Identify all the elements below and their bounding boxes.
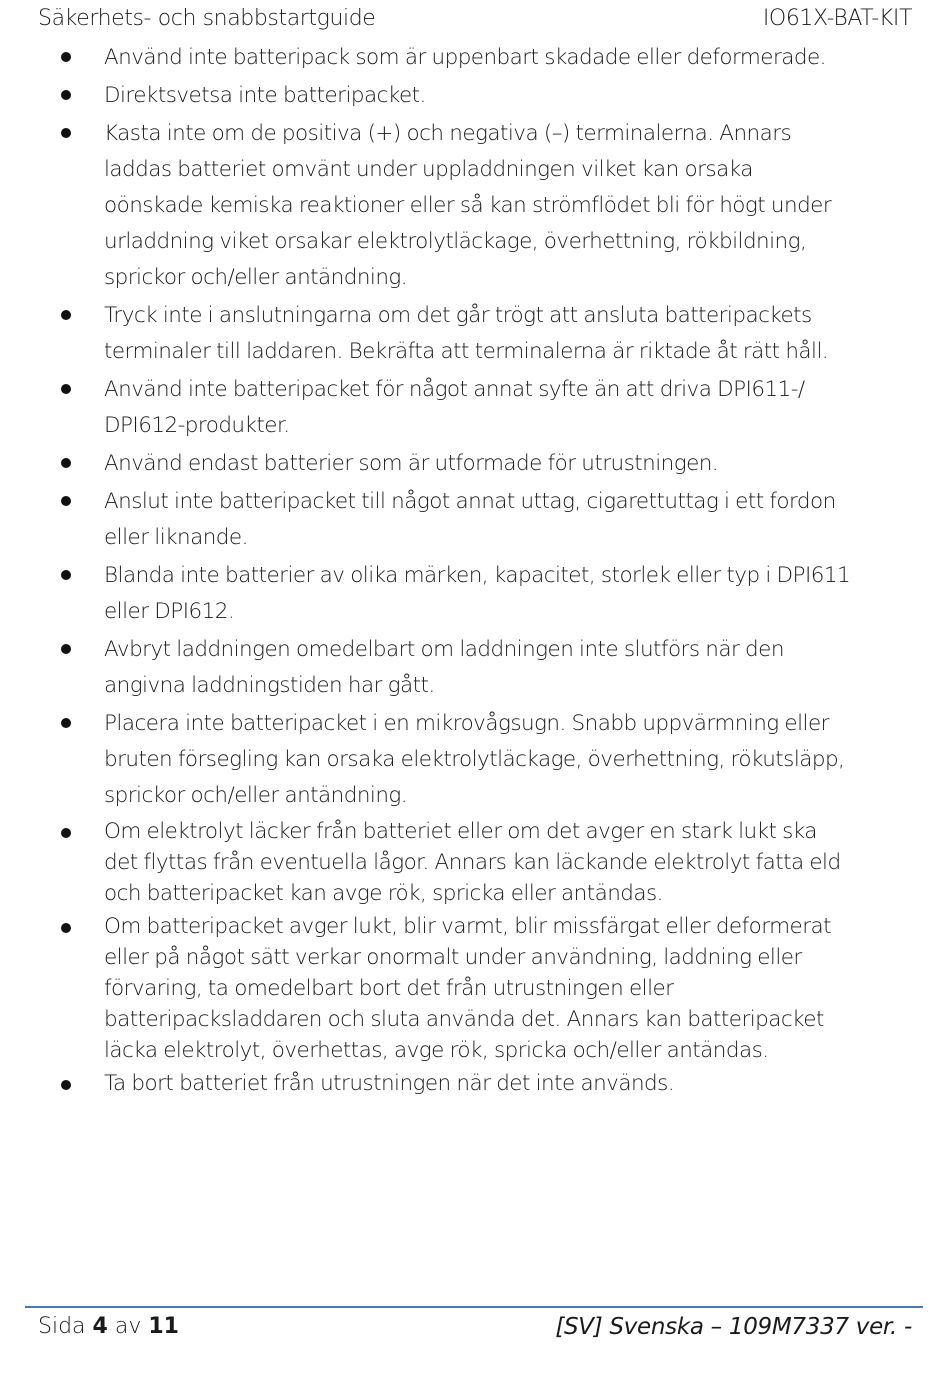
bullet-icon	[61, 644, 71, 654]
list-item-text: Använd inte batteripack som är uppenbart skadade eller deformerade.	[104, 45, 826, 70]
document-title: Säkerhets- och snabbstartguide	[38, 6, 376, 31]
list-item-text: Placera inte batteripacket i en mikrovågsugn. Snabb uppvärmning eller bruten försegling kan orsaka elektrolytläckage, överhettning, rökutsläpp, sprickor och/eller antändning.	[104, 711, 845, 808]
bullet-icon	[61, 570, 71, 580]
list-item-text: Direktsvetsa inte batteripacket.	[104, 83, 426, 108]
page-number	[38, 1314, 179, 1339]
bullet-icon	[61, 458, 71, 468]
list-item	[58, 446, 918, 482]
list-item-text: Kasta inte om de positiva (+) och negativa (–) terminalerna. Annars laddas batteriet omvänt under uppladdningen vilket kan orsaka oönskade kemiska reaktioner eller så kan strömflödet bli för högt under urladdning viket orsakar elektrolytläckage, överhettning, rökbildning, sprickor och/eller antändning.	[104, 121, 832, 290]
footer-divider	[25, 1306, 923, 1308]
product-code: IO61X-BAT-KIT	[762, 6, 912, 31]
page-current: 4	[92, 1314, 108, 1339]
list-item-text: Om batteripacket avger lukt, blir varmt, blir missfärgat eller deformerat eller på något sätt verkar onormalt under användning, laddning eller förvaring, ta omedelbart bort det från utrustningen eller batteripacksladdaren och sluta använda det. Annars kan batteripacket läcka elektrolyt, överhettas, avge rök, spricka och/eller antändas.	[104, 914, 831, 1063]
bullet-icon	[61, 52, 71, 62]
main-content	[58, 40, 918, 1101]
list-item-text: Använd inte batteripacket för något annat syfte än att driva DPI611-/ DPI612-produkter.	[104, 377, 805, 438]
page-footer	[38, 1314, 912, 1348]
list-item	[58, 1068, 918, 1099]
list-item	[58, 911, 918, 1066]
list-item	[58, 298, 918, 370]
list-item-text: Anslut inte batteripacket till något annat uttag, cigarettuttag i ett fordon eller liknande.	[104, 489, 836, 550]
bullet-icon	[61, 310, 71, 320]
bullet-icon	[61, 828, 71, 838]
bullet-icon	[61, 923, 71, 933]
list-item-text: Tryck inte i anslutningarna om det går trögt att ansluta batteripackets terminaler till laddaren. Bekräfta att terminalerna är riktade åt rätt håll.	[104, 303, 829, 364]
document-reference: [SV] Svenska – 109M7337 ver. -	[555, 1314, 912, 1340]
list-item	[58, 116, 918, 296]
list-item	[58, 558, 918, 630]
list-item	[58, 40, 918, 76]
list-item	[58, 816, 918, 909]
list-item	[58, 372, 918, 444]
list-item-text: Avbryt laddningen omedelbart om laddningen inte slutförs när den angivna laddningstiden har gått.	[104, 637, 784, 698]
list-item	[58, 706, 918, 814]
list-item-text: Ta bort batteriet från utrustningen när det inte används.	[104, 1071, 675, 1096]
list-item	[58, 78, 918, 114]
page-prefix: Sida	[38, 1314, 93, 1339]
list-item-text: Blanda inte batterier av olika märken, kapacitet, storlek eller typ i DPI611 eller DPI612.	[104, 563, 851, 624]
list-item	[58, 632, 918, 704]
safety-bullet-list	[58, 40, 918, 1099]
bullet-icon	[61, 90, 71, 100]
bullet-icon	[61, 384, 71, 394]
bullet-icon	[61, 496, 71, 506]
list-item-text: Använd endast batterier som är utformade för utrustningen.	[104, 451, 719, 476]
list-item-text: Om elektrolyt läcker från batteriet eller om det avger en stark lukt ska det flyttas från eventuella lågor. Annars kan läckande elektrolyt fatta eld och batteripacket kan avge rök, spricka eller antändas.	[104, 819, 841, 906]
page-of: av	[107, 1314, 149, 1339]
list-item	[58, 484, 918, 556]
bullet-icon	[61, 1080, 71, 1090]
bullet-icon	[61, 128, 71, 138]
page-header	[38, 6, 912, 38]
bullet-icon	[61, 718, 71, 728]
page-total: 11	[148, 1314, 179, 1339]
